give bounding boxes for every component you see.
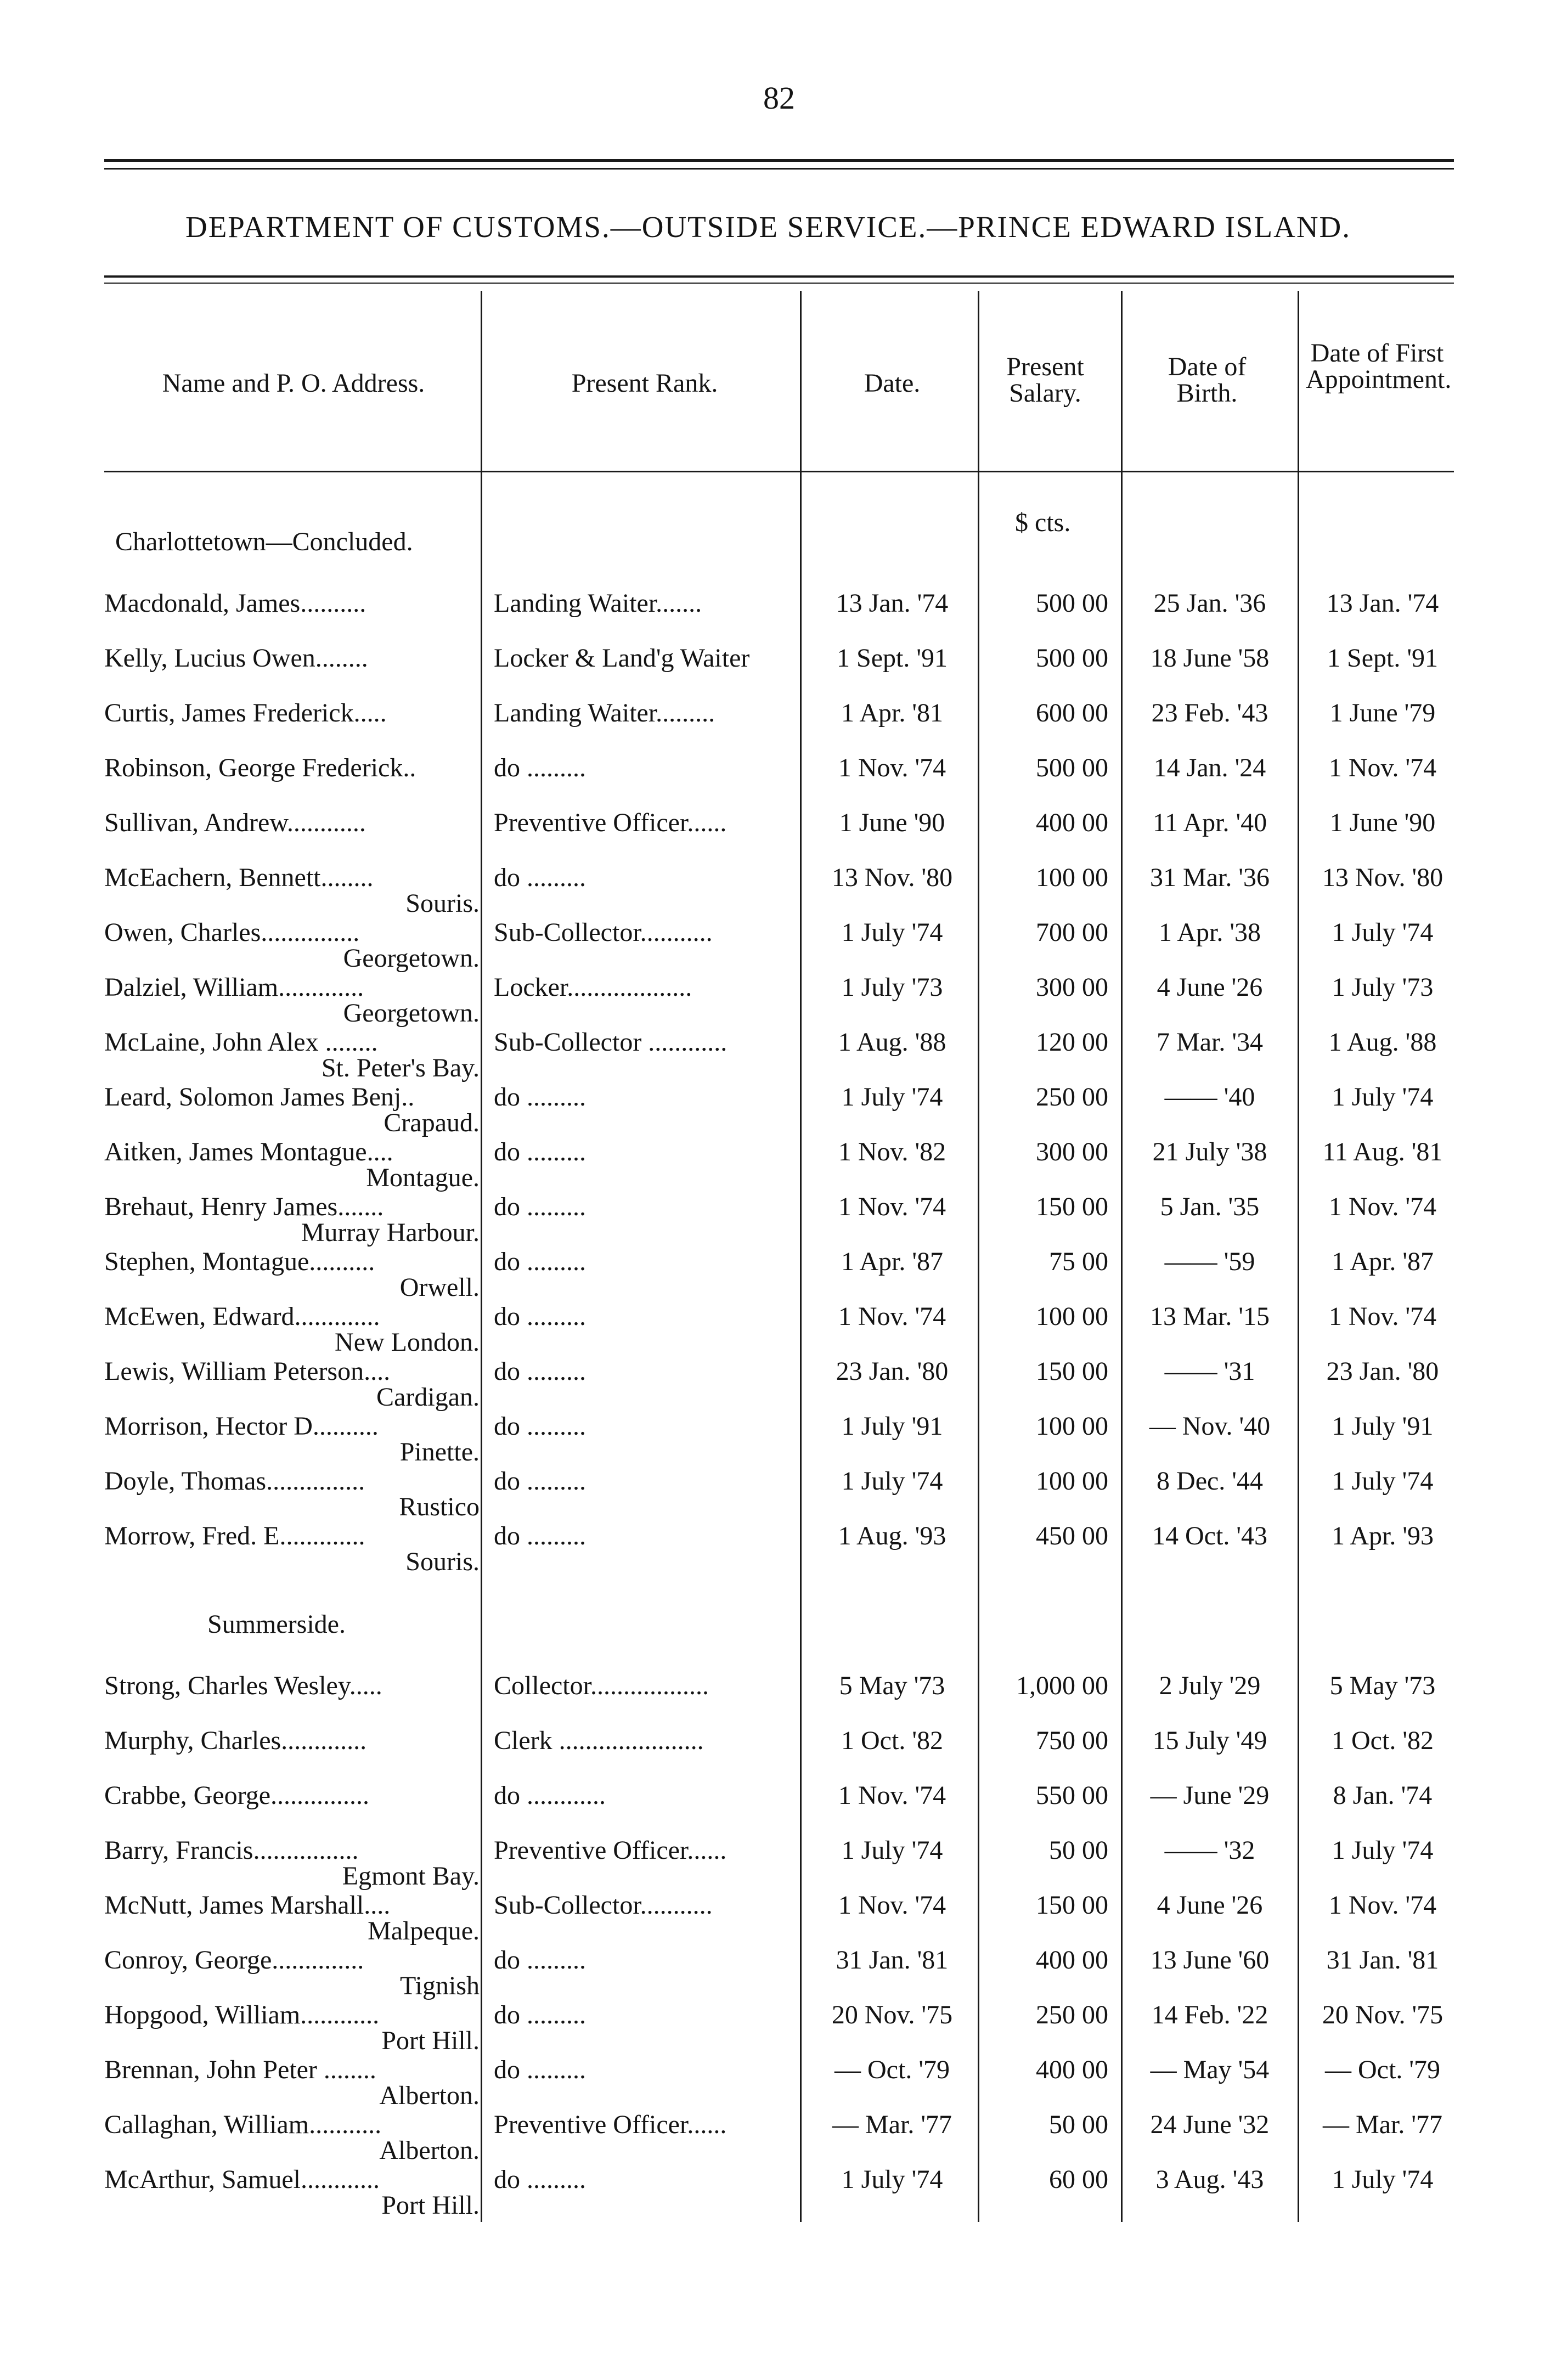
first-appointment: 20 Nov. '75 <box>1322 2000 1443 2029</box>
present-rank: do ......... <box>494 1357 586 1386</box>
table-row <box>0 1136 1545 1191</box>
date-of-birth: — May '54 <box>1150 2055 1270 2084</box>
present-rank: do ......... <box>494 1521 586 1550</box>
table-row <box>0 1355 1545 1410</box>
post-office-address: Rustico <box>399 1493 480 1521</box>
employee-name: Murphy, Charles............. <box>104 1726 367 1755</box>
present-salary: 150 00 <box>1036 1192 1108 1221</box>
present-rank: do ......... <box>494 1302 586 1331</box>
table-row <box>0 642 1545 697</box>
employee-name: Conroy, George.............. <box>104 1945 364 1975</box>
section-heading: Summerside. <box>207 1610 346 1639</box>
present-salary: 50 00 <box>1049 1836 1108 1865</box>
present-rank: Preventive Officer...... <box>494 808 727 837</box>
rank-date: 1 July '74 <box>841 1467 943 1496</box>
present-salary: 550 00 <box>1036 1781 1108 1810</box>
employee-name: Macdonald, James.......... <box>104 589 366 618</box>
rank-date: 1 July '91 <box>841 1412 943 1441</box>
table-row <box>0 861 1545 916</box>
employee-name: Dalziel, William............. <box>104 973 364 1002</box>
present-salary: 100 00 <box>1036 1412 1108 1441</box>
rank-date: 1 Nov. '74 <box>838 1781 946 1810</box>
present-rank: do ......... <box>494 1467 586 1496</box>
post-office-address: Egmont Bay. <box>342 1863 480 1890</box>
date-of-birth: 14 Feb. '22 <box>1151 2000 1268 2029</box>
present-salary: 100 00 <box>1036 863 1108 892</box>
first-appointment: 11 Aug. '81 <box>1322 1137 1443 1166</box>
table-row <box>0 1944 1545 1999</box>
post-office-address: Orwell. <box>399 1274 480 1301</box>
table-row <box>0 2108 1545 2163</box>
rank-date: 1 Aug. '88 <box>838 1028 946 1057</box>
employee-name: Callaghan, William........... <box>104 2110 382 2139</box>
date-of-birth: 13 June '60 <box>1150 1945 1270 1975</box>
table-top-rule-thin <box>104 283 1454 284</box>
present-salary: 50 00 <box>1049 2110 1108 2139</box>
present-rank: do ......... <box>494 753 586 782</box>
present-salary: 400 00 <box>1036 808 1108 837</box>
date-of-birth: 3 Aug. '43 <box>1155 2165 1264 2194</box>
present-rank: do ......... <box>494 1247 586 1276</box>
table-row <box>0 971 1545 1026</box>
header-date: Date. <box>864 369 921 398</box>
header-name: Name and P. O. Address. <box>162 369 425 398</box>
present-rank: do ......... <box>494 2165 586 2194</box>
first-appointment: 1 July '74 <box>1332 1082 1434 1112</box>
present-rank: Preventive Officer...... <box>494 1836 727 1865</box>
post-office-address: Souris. <box>405 1548 480 1576</box>
top-rule-thick <box>104 159 1454 162</box>
table-row <box>0 1300 1545 1355</box>
present-rank: do ......... <box>494 1137 586 1166</box>
present-salary: 600 00 <box>1036 698 1108 727</box>
rank-date: 20 Nov. '75 <box>831 2000 953 2029</box>
post-office-address: Georgetown. <box>343 1000 480 1027</box>
present-rank: Locker................... <box>494 973 692 1002</box>
date-of-birth: 23 Feb. '43 <box>1151 698 1268 727</box>
first-appointment: 1 Sept. '91 <box>1327 644 1438 673</box>
date-of-birth: —— '32 <box>1164 1836 1255 1865</box>
first-appointment: 1 July '74 <box>1332 918 1434 947</box>
present-rank: Collector.................. <box>494 1671 709 1700</box>
present-rank: do ......... <box>494 863 586 892</box>
employee-name: Brehaut, Henry James....... <box>104 1192 384 1221</box>
table-row <box>0 1026 1545 1081</box>
header-bottom-rule <box>104 471 1454 472</box>
rank-date: 1 July '74 <box>841 2165 943 2194</box>
rank-date: 1 June '90 <box>839 808 945 837</box>
rank-date: 1 Nov. '74 <box>838 1891 946 1920</box>
employee-name: McLaine, John Alex ........ <box>104 1028 378 1057</box>
present-salary: 750 00 <box>1036 1726 1108 1755</box>
date-of-birth: 14 Jan. '24 <box>1153 753 1266 782</box>
post-office-address: Souris. <box>405 890 480 917</box>
first-appointment: 1 July '91 <box>1332 1412 1434 1441</box>
date-of-birth: 18 June '58 <box>1150 644 1270 673</box>
first-appointment: 1 June '90 <box>1329 808 1436 837</box>
present-rank: do ......... <box>494 1412 586 1441</box>
present-salary: 400 00 <box>1036 2055 1108 2084</box>
post-office-address: Murray Harbour. <box>301 1219 480 1247</box>
post-office-address: Montague. <box>366 1164 480 1192</box>
first-appointment: 1 Oct. '82 <box>1332 1726 1434 1755</box>
first-appointment: 1 July '73 <box>1332 973 1434 1002</box>
present-rank: do ......... <box>494 1192 586 1221</box>
employee-name: Morrow, Fred. E............. <box>104 1521 365 1550</box>
employee-name: Kelly, Lucius Owen........ <box>104 644 368 673</box>
post-office-address: St. Peter's Bay. <box>321 1054 480 1082</box>
post-office-address: Crapaud. <box>384 1109 480 1137</box>
date-of-birth: 25 Jan. '36 <box>1153 589 1266 618</box>
first-appointment: 8 Jan. '74 <box>1333 1781 1433 1810</box>
present-rank: Sub-Collector........... <box>494 1891 713 1920</box>
rank-date: 1 Sept. '91 <box>837 644 948 673</box>
date-of-birth: 31 Mar. '36 <box>1150 863 1270 892</box>
table-row <box>0 1724 1545 1779</box>
date-of-birth: 21 July '38 <box>1152 1137 1267 1166</box>
present-salary: 60 00 <box>1049 2165 1108 2194</box>
present-rank: do ............ <box>494 1781 606 1810</box>
rank-date: 1 Nov. '74 <box>838 1192 946 1221</box>
table-row <box>0 1889 1545 1944</box>
employee-name: Aitken, James Montague.... <box>104 1137 393 1166</box>
present-salary: 250 00 <box>1036 2000 1108 2029</box>
present-salary: 100 00 <box>1036 1467 1108 1496</box>
present-salary: 500 00 <box>1036 644 1108 673</box>
post-office-address: Georgetown. <box>343 945 480 972</box>
first-appointment: 1 Apr. '87 <box>1332 1247 1434 1276</box>
date-of-birth: —— '31 <box>1164 1357 1255 1386</box>
first-appointment: 13 Nov. '80 <box>1322 863 1443 892</box>
rank-date: 1 Nov. '74 <box>838 1302 946 1331</box>
employee-name: Owen, Charles............... <box>104 918 360 947</box>
date-of-birth: 1 Apr. '38 <box>1159 918 1261 947</box>
table-row <box>0 1465 1545 1520</box>
present-rank: Locker & Land'g Waiter <box>494 644 750 673</box>
section-heading: Charlottetown—Concluded. <box>115 527 413 556</box>
date-of-birth: 15 July '49 <box>1152 1726 1267 1755</box>
post-office-address: Malpeque. <box>368 1917 480 1945</box>
table-row <box>0 1999 1545 2054</box>
date-of-birth: 2 July '29 <box>1159 1671 1261 1700</box>
table-row <box>0 1245 1545 1300</box>
employee-name: Lewis, William Peterson.... <box>104 1357 391 1386</box>
post-office-address: Tignish <box>400 1972 480 2000</box>
employee-name: Leard, Solomon James Benj.. <box>104 1082 415 1112</box>
present-rank: Sub-Collector ............ <box>494 1028 728 1057</box>
table-row <box>0 1520 1545 1575</box>
rank-date: 1 Apr. '81 <box>841 698 943 727</box>
rank-date: — Oct. '79 <box>834 2055 950 2084</box>
present-salary: 1,000 00 <box>1016 1671 1108 1700</box>
post-office-address: Port Hill. <box>381 2027 480 2055</box>
rank-date: 13 Nov. '80 <box>831 863 953 892</box>
date-of-birth: 4 June '26 <box>1157 973 1263 1002</box>
date-of-birth: 8 Dec. '44 <box>1157 1467 1263 1496</box>
page-title: DEPARTMENT OF CUSTOMS.—OUTSIDE SERVICE.—PRINCE EDWARD ISLAND. <box>185 210 1351 244</box>
present-rank: do ......... <box>494 2000 586 2029</box>
table-row <box>0 1191 1545 1245</box>
present-salary: 75 00 <box>1049 1247 1108 1276</box>
date-of-birth: 4 June '26 <box>1157 1891 1263 1920</box>
rank-date: 1 July '74 <box>841 1836 943 1865</box>
table-row <box>0 2054 1545 2108</box>
first-appointment: 5 May '73 <box>1329 1671 1436 1700</box>
employee-name: Brennan, John Peter ........ <box>104 2055 376 2084</box>
rank-date: 1 Oct. '82 <box>841 1726 943 1755</box>
first-appointment: — Oct. '79 <box>1325 2055 1440 2084</box>
post-office-address: Port Hill. <box>381 2192 480 2219</box>
rank-date: 1 Nov. '82 <box>838 1137 946 1166</box>
header-first-appointment: Date of First Appointment. <box>1306 339 1452 394</box>
date-of-birth: 24 June '32 <box>1150 2110 1270 2139</box>
employee-name: McNutt, James Marshall.... <box>104 1891 391 1920</box>
employee-name: McArthur, Samuel............ <box>104 2165 380 2194</box>
present-salary: 100 00 <box>1036 1302 1108 1331</box>
employee-name: Sullivan, Andrew............ <box>104 808 366 837</box>
present-rank: Clerk ...................... <box>494 1726 704 1755</box>
first-appointment: 1 July '74 <box>1332 1467 1434 1496</box>
employee-name: Morrison, Hector D.......... <box>104 1412 379 1441</box>
date-of-birth: 11 Apr. '40 <box>1152 808 1267 837</box>
rank-date: 1 Nov. '74 <box>838 753 946 782</box>
present-rank: do ......... <box>494 1945 586 1975</box>
present-salary: 300 00 <box>1036 1137 1108 1166</box>
present-salary: 150 00 <box>1036 1357 1108 1386</box>
employee-name: Barry, Francis................ <box>104 1836 359 1865</box>
employee-name: McEachern, Bennett........ <box>104 863 374 892</box>
rank-date: 1 July '73 <box>841 973 943 1002</box>
rank-date: 1 Aug. '93 <box>838 1521 946 1550</box>
post-office-address: Cardigan. <box>376 1384 480 1411</box>
table-row <box>0 2163 1545 2218</box>
present-salary: 500 00 <box>1036 753 1108 782</box>
employee-name: Strong, Charles Wesley..... <box>104 1671 382 1700</box>
first-appointment: 23 Jan. '80 <box>1326 1357 1439 1386</box>
present-salary: 150 00 <box>1036 1891 1108 1920</box>
rank-date: — Mar. '77 <box>832 2110 952 2139</box>
table-top-rule <box>104 275 1454 278</box>
rank-date: 1 July '74 <box>841 918 943 947</box>
header-birth: Date of Birth. <box>1168 352 1247 408</box>
top-rule-thin <box>104 168 1454 170</box>
table-row <box>0 1834 1545 1889</box>
table-row <box>0 1081 1545 1136</box>
employee-name: Stephen, Montague.......... <box>104 1247 375 1276</box>
present-salary: 700 00 <box>1036 918 1108 947</box>
employee-name: Robinson, George Frederick.. <box>104 753 416 782</box>
employee-name: McEwen, Edward............. <box>104 1302 380 1331</box>
salary-units: $ cts. <box>1015 508 1071 537</box>
rank-date: 23 Jan. '80 <box>836 1357 949 1386</box>
present-rank: do ......... <box>494 1082 586 1112</box>
first-appointment: 31 Jan. '81 <box>1326 1945 1439 1975</box>
table-row <box>0 1410 1545 1465</box>
date-of-birth: 5 Jan. '35 <box>1160 1192 1260 1221</box>
first-appointment: 1 Nov. '74 <box>1328 1302 1437 1331</box>
date-of-birth: — Nov. '40 <box>1149 1412 1271 1441</box>
first-appointment: — Mar. '77 <box>1323 2110 1442 2139</box>
employee-name: Doyle, Thomas............... <box>104 1467 365 1496</box>
first-appointment: 1 Apr. '93 <box>1332 1521 1434 1550</box>
employee-name: Crabbe, George............... <box>104 1781 369 1810</box>
employee-name: Curtis, James Frederick..... <box>104 698 387 727</box>
present-rank: do ......... <box>494 2055 586 2084</box>
date-of-birth: 13 Mar. '15 <box>1150 1302 1270 1331</box>
present-salary: 250 00 <box>1036 1082 1108 1112</box>
date-of-birth: 7 Mar. '34 <box>1157 1028 1263 1057</box>
present-salary: 300 00 <box>1036 973 1108 1002</box>
first-appointment: 1 Aug. '88 <box>1328 1028 1437 1057</box>
first-appointment: 1 July '74 <box>1332 1836 1434 1865</box>
post-office-address: New London. <box>335 1329 480 1356</box>
table-row <box>0 1670 1545 1724</box>
rank-date: 5 May '73 <box>839 1671 945 1700</box>
rank-date: 13 Jan. '74 <box>836 589 949 618</box>
first-appointment: 1 Nov. '74 <box>1328 753 1437 782</box>
date-of-birth: —— '59 <box>1164 1247 1255 1276</box>
present-salary: 500 00 <box>1036 589 1108 618</box>
first-appointment: 1 Nov. '74 <box>1328 1891 1437 1920</box>
table-row <box>0 697 1545 752</box>
page-number: 82 <box>763 80 795 116</box>
post-office-address: Alberton. <box>379 2137 480 2164</box>
first-appointment: 13 Jan. '74 <box>1326 589 1439 618</box>
rank-date: 1 Apr. '87 <box>841 1247 943 1276</box>
table-row <box>0 807 1545 861</box>
present-salary: 120 00 <box>1036 1028 1108 1057</box>
present-rank: Landing Waiter......... <box>494 698 715 727</box>
present-rank: Landing Waiter....... <box>494 589 702 618</box>
header-rank: Present Rank. <box>571 369 718 398</box>
date-of-birth: — June '29 <box>1150 1781 1270 1810</box>
present-salary: 450 00 <box>1036 1521 1108 1550</box>
date-of-birth: 14 Oct. '43 <box>1152 1521 1267 1550</box>
first-appointment: 1 June '79 <box>1329 698 1436 727</box>
table-row <box>0 916 1545 971</box>
present-rank: Preventive Officer...... <box>494 2110 727 2139</box>
date-of-birth: —— '40 <box>1164 1082 1255 1112</box>
post-office-address: Pinette. <box>399 1439 480 1466</box>
rank-date: 1 July '74 <box>841 1082 943 1112</box>
post-office-address: Alberton. <box>379 2082 480 2110</box>
first-appointment: 1 Nov. '74 <box>1328 1192 1437 1221</box>
table-row <box>0 752 1545 807</box>
present-salary: 400 00 <box>1036 1945 1108 1975</box>
header-salary: Present Salary. <box>1006 352 1084 408</box>
rank-date: 31 Jan. '81 <box>836 1945 949 1975</box>
employee-name: Hopgood, William............ <box>104 2000 380 2029</box>
first-appointment: 1 July '74 <box>1332 2165 1434 2194</box>
table-row <box>0 587 1545 642</box>
present-rank: Sub-Collector........... <box>494 918 713 947</box>
table-row <box>0 1779 1545 1834</box>
